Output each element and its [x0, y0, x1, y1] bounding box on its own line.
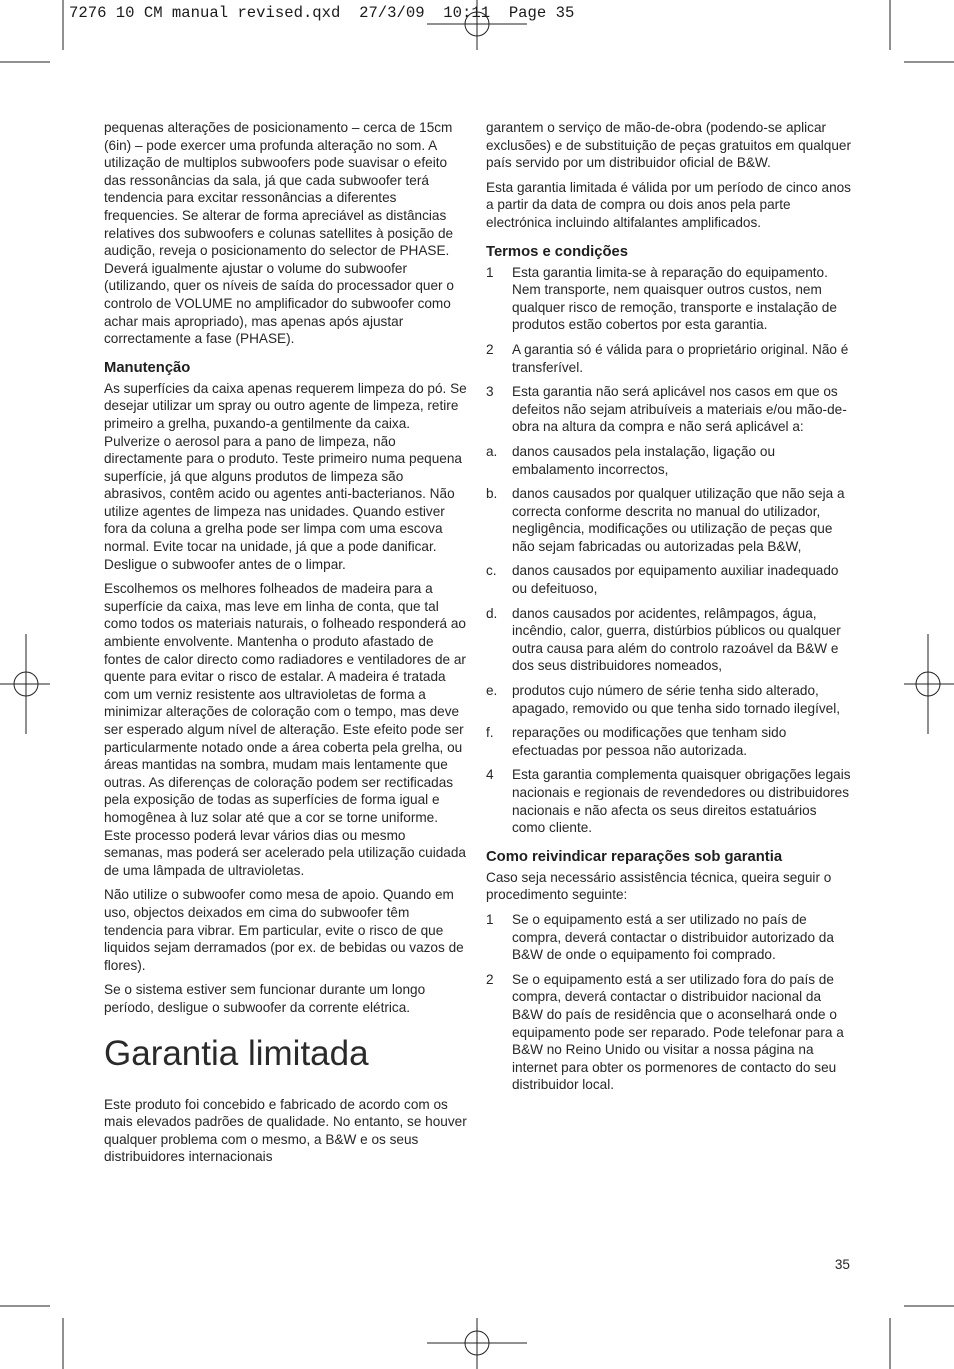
claims-item-text: Se o equipamento está a ser utilizado fora do país de compra, deverá contactar o distribuidor nacional da B&W do país de residência que o aconselhará onde o equipamento pode ser reparado. Pode telefonar para a B&W no Reino Unido ou visitar a nossa página na internet para obter os pormenores de contacto do seu distribuidor local. — [512, 971, 844, 1093]
body-paragraph: Este produto foi concebido e fabricado de acordo com os mais elevados padrões de qualidade. No entanto, se houver qualquer problema com o mesmo, a B&W e os seus distribuidores internacionais — [104, 1096, 467, 1165]
body-paragraph: Se o sistema estiver sem funcionar durante um longo período, desligue o subwoofer da corrente elétrica. — [104, 982, 426, 1015]
terms-item-number: 3 — [486, 384, 494, 400]
print-header: 7276 10 CM manual revised.qxd 27/3/09 10:11 Page 35 — [69, 4, 575, 22]
body-paragraph: pequenas alterações de posicionamento – cerca de 15cm (6in) – pode exercer uma profunda alteração no som. A utilização de multiplos subwoofers pode suavisar o efeito das ressonâncias da sala, já que cada subwoofer terá tendencia para excitar ressonâncias a diferentes frequencies. Se alterar de forma apreciável as distâncias relatives dos subwoofers e colunas satellites à posição de audição, reveja o posicionamento do selector de PHASE. Deverá igualmente ajustar o volume do subwoofer (utilizando, quer os níveis de saída do processador quer o controlo de VOLUME no amplificador do subwoofer como achar mais apropriado), mas apenas após ajustar correctamente a fase (PHASE). — [104, 120, 454, 347]
section-heading-manutencao: Manutenção — [104, 359, 191, 376]
body-paragraph: Escolhemos os melhores folheados de madeira para a superfície da caixa, mas leve em linha de conta, que tal como todos os materiais naturais, o folheado responderá ao ambiente envolvente. Mantenha o produto afastado de fontes de calor directo como radiadores e ventiladores de ar quente para evitar o risco de estalar. A madeira é tratada com um verniz resistente aos ultravioletas de forma a minimizar alterações de coloração com o tempo, mas deve ser esperado algum nível de alteração. Este efeito pode ser particularmente notado onde a área coberta pela grelha, ou áreas mantidas na sombra, mudam mais lentamente que outras. As diferenças de coloração podem ser rectificadas pela exposição de todas as superfícies de forma igual e homogênea à luz solar até que a cor se torne uniforme. Este processo poderá levar vários dias ou mesmo semanas, mas poderá ser acelerado pela utilização cuidada de uma lâmpada de ultravioletas. — [104, 581, 466, 878]
terms-item — [486, 605, 852, 675]
body-paragraph: As superfícies da caixa apenas requerem limpeza do pó. Se desejar utilizar um spray ou outro agente de limpeza, retire primeiro a grelha, puxando-a gentilmente da caixa. Pulverize o aerosol para a pano de limpeza, não directamente para o produto. Teste primeiro numa pequena superfície, já que alguns produtos de limpeza são abrasivos, contêm acido ou agentes anti-bacterianos. Não utilize agentes de limpeza nas unidades. Quando estiver fora da coluna a grelha pode ser limpa com uma escova normal. Evite tocar na unidade, já que a pode danificar. Desligue o subwoofer antes de o limpar. — [104, 380, 467, 572]
claims-item-number: 1 — [486, 911, 494, 927]
left-column — [104, 119, 468, 1173]
terms-item — [486, 724, 852, 759]
terms-item — [486, 383, 852, 436]
terms-item-text: A garantia só é válida para o proprietário original. Não é transferível. — [512, 341, 849, 375]
terms-item-number: a. — [486, 443, 498, 459]
terms-item-text: danos causados por acidentes, relâmpagos, água, incêndio, calor, guerra, distúrbios públicos ou qualquer outra causa para além do controlo razoável da B&W e dos seus distribuidores nomeados, — [512, 605, 841, 674]
terms-item-text: Esta garantia limita-se à reparação do equipamento. Nem transporte, nem quaisquer outros custos, nem qualquer risco de remoção, transporte e instalação de produtos estão cobertos por esta garantia. — [512, 264, 837, 333]
claims-item-text: Se o equipamento está a ser utilizado no país de compra, deverá contactar o distribuidor autorizado da B&W de onde o equipamento foi comprado. — [512, 911, 834, 963]
terms-item-text: Esta garantia complementa quaisquer obrigações legais nacionais e regionais de revendedores ou distribuidores nacionais e não afecta os seus direitos estatuários como cliente. — [512, 767, 851, 836]
body-paragraph: garantem o serviço de mão-de-obra (podendo-se aplicar exclusões) e de substituição de peças gratuitos em qualquer país servido por um distribuidor oficial de B&W. — [486, 120, 851, 171]
terms-list — [486, 264, 852, 837]
terms-item-text: danos causados pela instalação, ligação ou embalamento incorrectos, — [512, 443, 776, 477]
terms-item — [486, 682, 852, 717]
terms-item — [486, 443, 852, 478]
body-paragraph: Esta garantia limitada é válida por um período de cinco anos a partir da data de compra ou dois anos pela parte electrónica incluindo altifalantes amplificados. — [486, 179, 851, 230]
registration-mark-right — [904, 634, 954, 734]
terms-item-number: c. — [486, 563, 497, 579]
terms-item-number: f. — [486, 725, 494, 741]
claims-item — [486, 911, 852, 964]
terms-item-text: danos causados por equipamento auxiliar inadequado ou defeituoso, — [512, 563, 839, 597]
body-paragraph: Caso seja necessário assistência técnica, queira seguir o procedimento seguinte: — [486, 869, 832, 903]
terms-item-number: e. — [486, 683, 498, 699]
terms-item-number: 2 — [486, 341, 494, 357]
terms-item-number: d. — [486, 605, 498, 621]
section-heading-termos: Termos e condições — [486, 243, 628, 260]
terms-item — [486, 341, 852, 376]
terms-item-text: reparações ou modificações que tenham sido efectuadas por pessoa não autorizada. — [512, 725, 787, 758]
section-heading-reivindicar: Como reivindicar reparações sob garantia — [486, 848, 783, 865]
claims-list — [486, 911, 852, 1094]
terms-item — [486, 766, 852, 836]
body-paragraph: Não utilize o subwoofer como mesa de apoio. Quando em uso, objectos deixados em cima do subwoofer têm tendencia para vibrar. Em particular, evite o risco de que liquidos sejam derramados (por ex. de bebidas ou vazos de flores). — [104, 887, 464, 973]
terms-item-number: b. — [486, 486, 498, 502]
right-column — [486, 119, 852, 1101]
terms-item-number: 1 — [486, 264, 494, 280]
terms-item-text: Esta garantia não será aplicável nos casos em que os defeitos não sejam atribuíveis a materiais e/ou mão-de-obra na altura da compra e não será aplicável a: — [512, 384, 847, 435]
registration-mark-left — [0, 634, 50, 734]
terms-item — [486, 562, 852, 597]
terms-item-text: danos causados por qualquer utilização que não seja a correcta conforme descrita no manual do utilizador, negligência, modificações ou utilização de peças que não sejam fabricadas ou autorizadas pela B&W, — [512, 486, 845, 554]
terms-item-text: produtos cujo número de série tenha sido alterado, apagado, removido ou que tenha sido tornado ilegível, — [512, 683, 840, 716]
terms-item — [486, 264, 852, 334]
claims-item-number: 2 — [486, 971, 494, 987]
claims-item — [486, 971, 852, 1094]
terms-item — [486, 485, 852, 555]
terms-item-number: 4 — [486, 767, 494, 783]
registration-mark-bottom — [427, 1318, 527, 1369]
page-number: 35 — [834, 1257, 850, 1272]
page-title-garantia: Garantia limitada — [104, 1033, 369, 1073]
registration-mark-top — [427, 0, 527, 50]
